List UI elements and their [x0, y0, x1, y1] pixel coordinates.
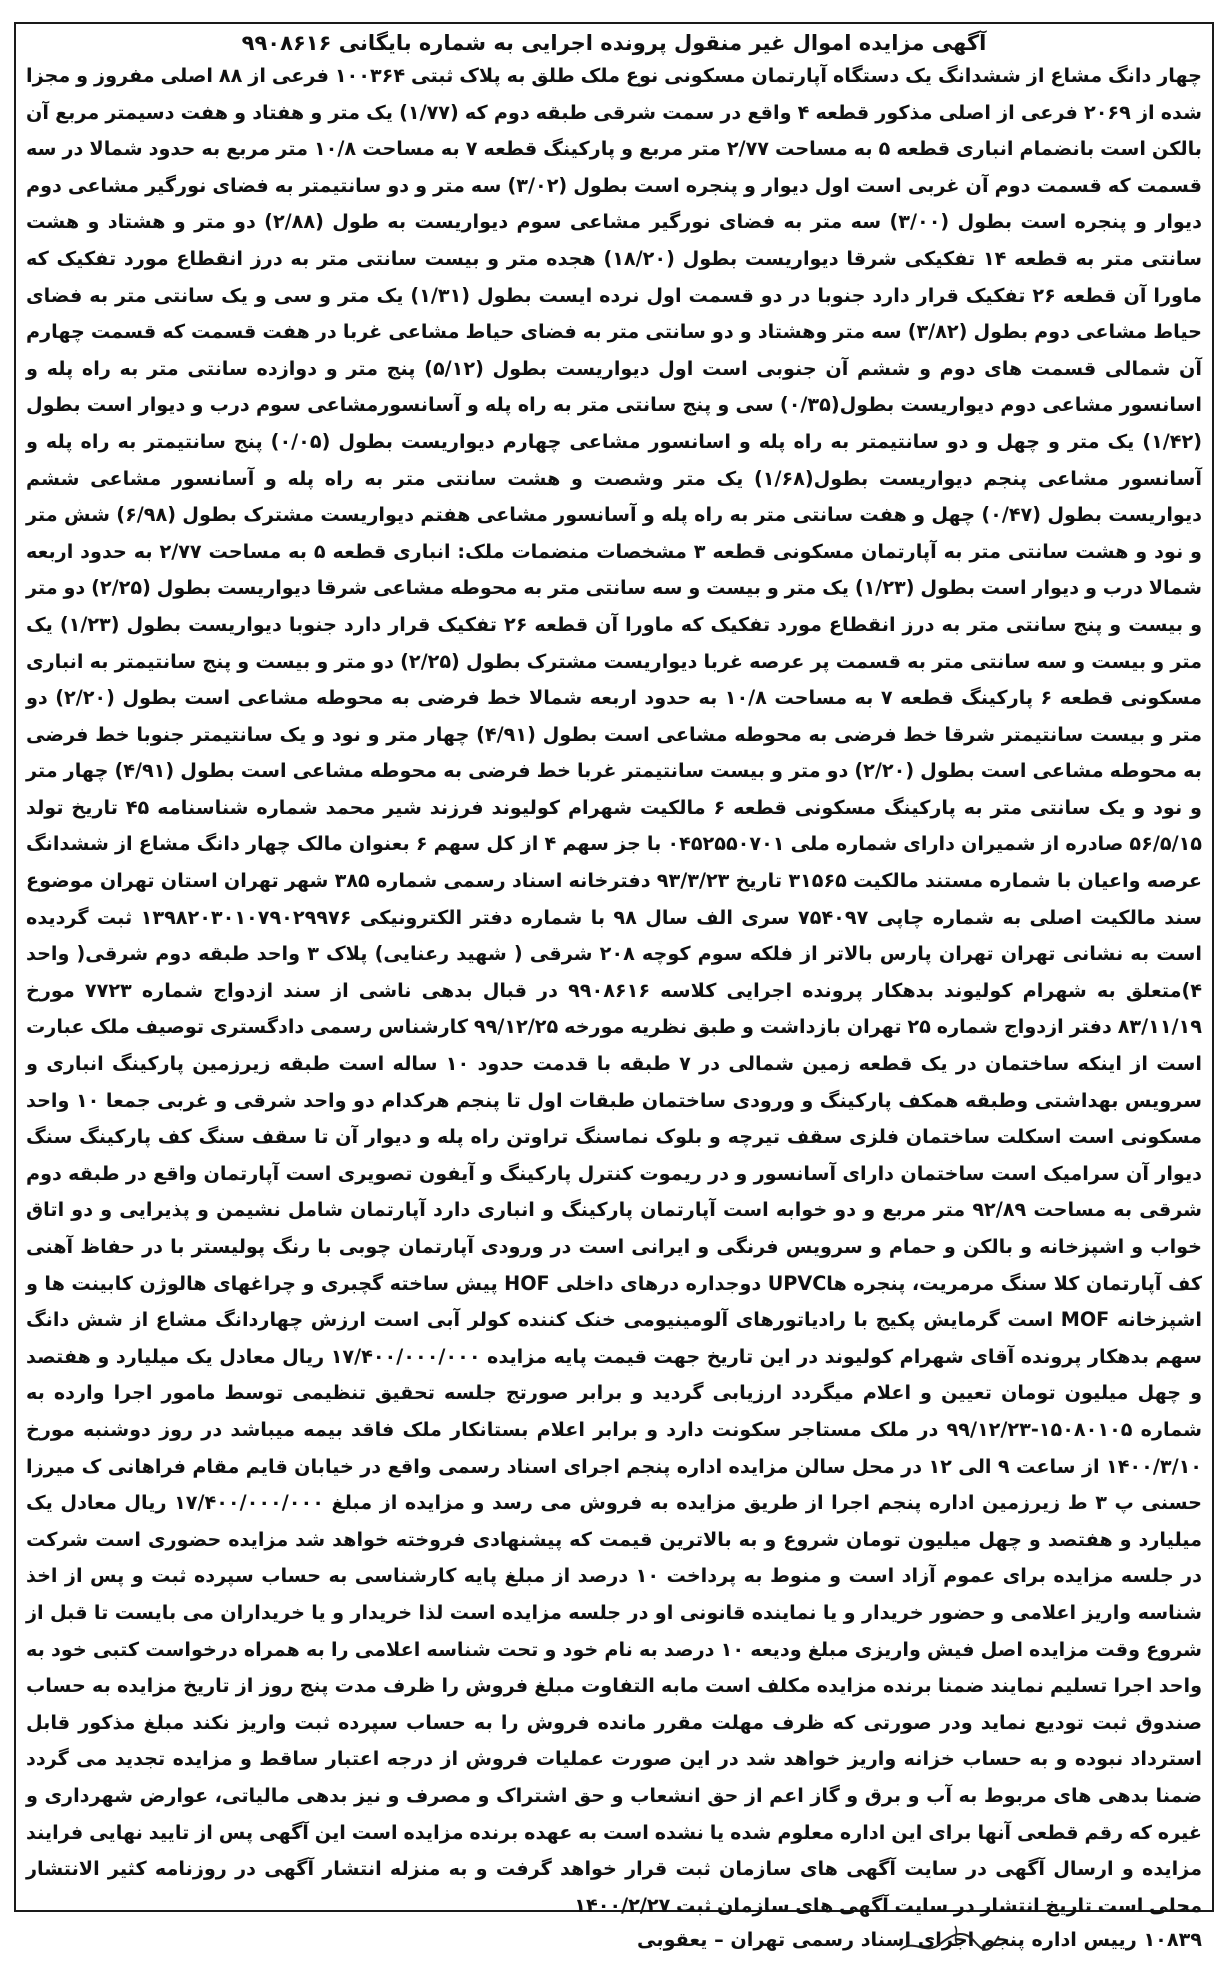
notice-signature: ۱۰۸۳۹ رییس اداره پنجم اجرای اسناد رسمی تهران – یعقوبی [636, 1928, 1202, 1952]
notice-title: آگهی مزایده اموال غیر منقول پرونده اجرایی به شماره بایگانی ۹۹۰۸۶۱۶ [241, 31, 987, 55]
notice-body: چهار دانگ مشاع از ششدانگ یک دستگاه آپارتمان مسکونی نوع ملک طلق به پلاک ثبتی ۱۰۰۳۶۴ فرعی از ۸۸ اصلی مفروز و مجزا شده از ۲۰۶۹ فرعی از اصلی مذکور قطعه ۴ واقع در سمت شرقی طبقه دوم که (۱/۷۷) یک متر و هفتاد و هفت دسیمتر مربع آن بالکن است بانضمام انباری قطعه ۵ به مساحت ۲/۷۷ متر مربع و پارکینگ قطعه ۷ به مساحت ۱۰/۸ متر مربع به حدود شمالا در سه قسمت که قسمت دوم آن غربی است اول دیوار و پنجره است بطول (۳/۰۲) سه متر و دو سانتیمتر به فضای نورگیر مشاعی دوم دیوار و پنجره است بطول (۳/۰۰) سه متر به فضای نورگیر مشاعی سوم دیواریست به طول (۲/۸۸) دو متر و هشتاد و هشت سانتی متر به قطعه ۱۴ تفکیکی شرقا دیواریست بطول (۱۸/۲۰) هجده متر و بیست سانتی متر به درز انقطاع مورد تفکیک که ماورا آن قطعه ۲۶ تفکیک قرار دارد جنوبا در دو قسمت اول نرده ایست بطول (۱/۳۱) یک متر و سی و یک سانتی متر به فضای حیاط مشاعی دوم بطول (۳/۸۲) سه متر وهشتاد و دو سانتی متر به فضای حیاط مشاعی غربا در هفت قسمت که قسمت چهارم آن شمالی قسمت های دوم و ششم آن جنوبی است اول دیواریست بطول (۵/۱۲) پنج متر و دوازده سانتی متر به راه پله و اسانسور مشاعی دوم دیواریست بطول(۰/۳۵) سی و پنج سانتی متر به راه پله و آسانسورمشاعی سوم درب و دیوار است بطول (۱/۴۲) یک متر و چهل و دو سانتیمتر به راه پله و اسانسور مشاعی چهارم دیواریست بطول (۰/۰۵) پنج سانتیمتر به راه پله و آسانسور مشاعی پنجم دیواریست بطول(۱/۶۸) یک متر وشصت و هشت سانتی متر به راه پله و آسانسور مشاعی ششم دیواریست بطول (۰/۴۷) چهل و هفت سانتی متر به راه پله و آسانسور مشاعی هفتم دیواریست مشترک بطول (۶/۹۸) شش متر و نود و هشت سانتی متر به آپارتمان مسکونی قطعه ۳ مشخصات منضمات ملک: انباری قطعه ۵ به مساحت ۲/۷۷ به حدود اربعه شمالا درب و دیوار است بطول (۱/۲۳) یک متر و بیست و سه سانتی متر به محوطه مشاعی شرقا دیواریست بطول (۲/۲۵) دو متر و بیست و پنج سانتی متر به درز انقطاع مورد تفکیک که ماورا آن قطعه ۲۶ تفکیک قرار دارد جنوبا دیواریست بطول (۱/۲۳) یک متر و بیست و سه سانتی متر به قسمت پر عرصه غربا دیواریست مشترک بطول (۲/۲۵) دو متر و بیست و پنج سانتیمتر به انباری مسکونی قطعه ۶ پارکینگ قطعه ۷ به مساحت ۱۰/۸ به حدود اربعه شمالا خط فرضی به محوطه مشاعی است بطول (۲/۲۰) دو متر و بیست سانتیمتر شرقا خط فرضی به محوطه مشاعی است بطول (۴/۹۱) چهار متر و نود و یک سانتیمتر جنوبا خط فرضی به محوطه مشاعی است بطول (۲/۲۰) دو متر و بیست سانتیمتر غربا خط فرضی به محوطه مشاعی است بطول (۴/۹۱) چهار متر و نود و یک سانتی متر به پارکینگ مسکونی قطعه ۶ مالکیت شهرام کولیوند فرزند شیر محمد شماره شناسنامه ۴۵ تاریخ تولد ۵۶/۵/۱۵ صادره از شمیران دارای شماره ملی ۰۴۵۲۵۵۰۷۰۱ با جز سهم ۴ از کل سهم ۶ بعنوان مالک چهار دانگ مشاع از ششدانگ عرصه واعیان با شماره مستند مالکیت ۳۱۵۶۵ تاریخ ۹۳/۳/۲۳ دفترخانه اسناد رسمی شماره ۳۸۵ شهر تهران استان تهران موضوع سند مالکیت اصلی به شماره چاپی ۷۵۴۰۹۷ سری الف سال ۹۸ با شماره دفتر الکترونیکی ۱۳۹۸۲۰۳۰۱۰۷۹۰۲۹۹۷۶ ثبت گردیده است به نشانی تهران تهران پارس بالاتر از فلکه سوم کوچه ۲۰۸ شرقی ( شهید رعنایی) پلاک ۳ واحد طبقه دوم شرقی( واحد ۴)متعلق به شهرام کولیوند بدهکار پرونده اجرایی کلاسه ۹۹۰۸۶۱۶ در قبال بدهی ناشی از سند ازدواج شماره ۷۷۲۳ مورخ ۸۳/۱۱/۱۹ دفتر ازدواج شماره ۲۵ تهران بازداشت و طبق نظریه مورخه ۹۹/۱۲/۲۵ کارشناس رسمی دادگستری توصیف ملک عبارت است از اینکه ساختمان در یک قطعه زمین شمالی در ۷ طبقه با قدمت حدود ۱۰ ساله است طبقه زیرزمین پارکینگ انباری و سرویس بهداشتی وطبقه همکف پارکینگ و ورودی ساختمان طبقات اول تا پنجم هرکدام دو واحد شرقی و غربی جمعا ۱۰ واحد مسکونی است اسکلت ساختمان فلزی سقف تیرچه و بلوک نماسنگ تراوتن راه پله و دیوار آن تا سقف سنگ کف پارکینگ سنگ دیوار آن سرامیک است ساختمان دارای آسانسور و در ریموت کنترل پارکینگ و آیفون تصویری است آپارتمان واقع در طبقه دوم شرقی به مساحت ۹۲/۸۹ متر مربع و دو خوابه است آپارتمان پارکینگ و انباری دارد آپارتمان شامل نشیمن و پذیرایی و دو اتاق خواب و اشپزخانه و بالکن و حمام و سرویس فرنگی و ایرانی است در ورودی آپارتمان چوبی با رنگ پولیستر با در حفاظ آهنی کف آپارتمان کلا سنگ مرمریت، پنجره هاUPVC دوجداره درهای داخلی HOF پیش ساخته گچبری و چراغهای هالوژن کابینت ها و اشپزخانه MOF است گرمایش پکیج با رادیاتورهای آلومینیومی خنک کننده کولر آبی است ارزش چهاردانگ مشاع از شش دانگ سهم بدهکار پرونده آقای شهرام کولیوند در این تاریخ جهت قیمت پایه مزایده ۱۷/۴۰۰/۰۰۰/۰۰۰ ریال معادل یک میلیارد و هفتصد و چهل میلیون تومان تعیین و اعلام میگردد ارزیابی گردید و برابر صورتج جلسه تحقیق تنظیمی توسط مامور اجرا وارده به شماره ۱۵۰۸۰۱۰۵-۹۹/۱۲/۲۳ در ملک مستاجر سکونت دارد و برابر اعلام بستانکار ملک فاقد بیمه میباشد در روز دوشنبه مورخ ۱۴۰۰/۳/۱۰ از ساعت ۹ الی ۱۲ در محل سالن مزایده اداره پنجم اجرای اسناد رسمی واقع در خیابان قایم مقام فراهانی ک میرزا حسنی پ ۳ ط زیرزمین اداره پنجم اجرا از طریق مزایده به فروش می رسد و مزایده از مبلغ ۱۷/۴۰۰/۰۰۰/۰۰۰ ریال معادل یک میلیارد و هفتصد و چهل میلیون تومان شروع و به بالاترین قیمت که پیشنهادی فروخته خواهد شد مزایده حضوری است شرکت در جلسه مزایده برای عموم آزاد است و منوط به پرداخت ۱۰ درصد از مبلغ پایه کارشناسی به حساب سپرده ثبت و پس از اخذ شناسه واریز اعلامی و حضور خریدار و یا نماینده قانونی او در جلسه مزایده است لذا خریدار و یا خریداران می بایست تا قبل از شروع وقت مزایده اصل فیش واریزی مبلغ ودیعه ۱۰ درصد به نام خود و تحت شناسه اعلامی را به همراه درخواست کتبی خود به واحد اجرا تسلیم نمایند ضمنا برنده مزایده مکلف است مابه التفاوت مبلغ فروش را ظرف مدت پنج روز از تاریخ مزایده به حساب صندوق ثبت تودیع نماید ودر صورتی که ظرف مهلت مقرر مانده فروش را به حساب سپرده ثبت واریز نکند مبلغ مذکور قابل استرداد نبوده و به حساب خزانه واریز خواهد شد در این صورت عملیات فروش از درجه اعتبار ساقط و مزایده تجدید می گردد ضمنا بدهی های مربوط به آب و برق و گاز اعم از حق انشعاب و حق اشتراک و مصرف و نیز بدهی مالیاتی، عوارض شهرداری و غیره که رقم قطعی آنها برای این اداره معلوم شده یا نشده است به عهده برنده مزایده است این آگهی پس از تایید نهایی فرایند مزایده و ارسال آگهی در سایت آگهی های سازمان ثبت قرار خواهد گرفت و به منزله انتشار آگهی در روزنامه کثیر الانتشار محلی است تاریخ انتشار در سایت آگهی های سازمان ثبت ۱۴۰۰/۲/۲۷ [26, 64, 1203, 1917]
handwritten-mark-icon [895, 1918, 1005, 1958]
auction-notice [14, 22, 1214, 1952]
